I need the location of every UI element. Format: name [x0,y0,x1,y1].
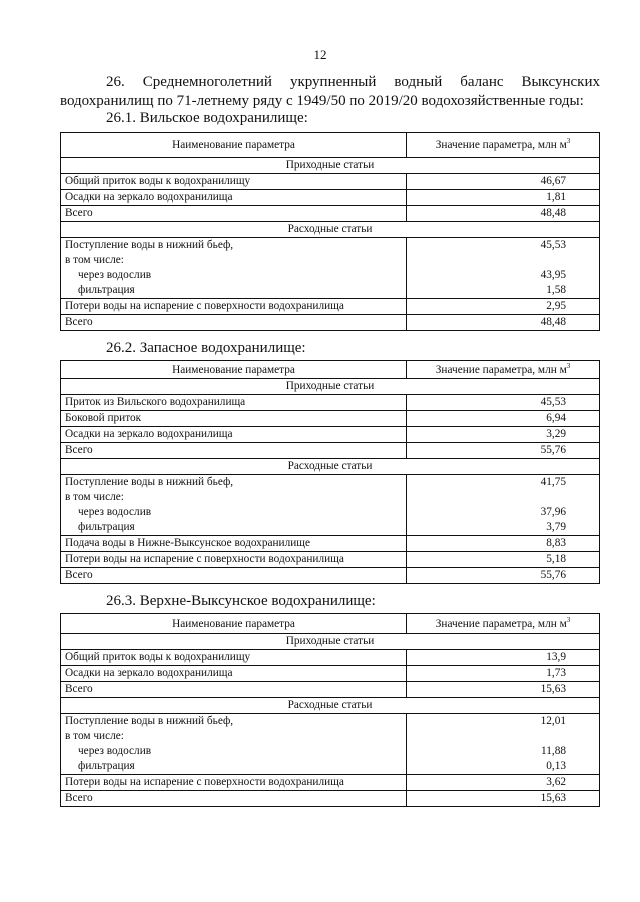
section-expense: Расходные статьи [61,222,600,238]
table-row: Всего 15,63 [61,791,600,807]
subsection-title-1: 26.1. Вильское водохранилище: [106,110,308,126]
table-row: Потери воды на испарение с поверхности водохранилища 5,18 [61,552,600,568]
table-row: Всего 55,76 [61,443,600,459]
table-row: Осадки на зеркало водохранилища 3,29 [61,427,600,443]
column-header-value: Значение параметра, млн $м^3$ [407,614,600,634]
column-header-name: Наименование параметра [61,361,407,379]
table-row: Всего 15,63 [61,682,600,698]
section-income: Приходные статьи [61,634,600,650]
table-row: Всего 48,48 [61,315,600,331]
table-row: Всего 55,76 [61,568,600,584]
column-header-name: Наименование параметра [61,133,407,158]
page-number: 12 [313,47,327,62]
table-row-outflow: Поступление воды в нижний бьеф, в том числе: через водослив фильтрация 12,01 11,88 0,13 [61,714,600,775]
table-row: Осадки на зеркало водохранилища 1,73 [61,666,600,682]
column-header-value: Значение параметра, млн $м^3$ [407,361,600,379]
table-row: Приток из Вильского водохранилища 45,53 [61,395,600,411]
table-row: Потери воды на испарение с поверхности водохранилища 3,62 [61,775,600,791]
column-header-value: Значение параметра, млн $м^3$ [407,133,600,158]
section-expense: Расходные статьи [61,698,600,714]
table-row: Общий приток воды к водохранилищу 13,9 [61,650,600,666]
table-row: Всего 48,48 [61,206,600,222]
balance-table-3 [60,613,600,807]
subsection-title-2: 26.2. Запасное водохранилище: [106,340,306,356]
table-row-outflow: Поступление воды в нижний бьеф, в том числе: через водослив фильтрация 45,53 43,95 1,58 [61,238,600,299]
table-row: Общий приток воды к водохранилищу 46,67 [61,174,600,190]
table-row: Боковой приток 6,94 [61,411,600,427]
balance-table-1 [60,132,600,331]
column-header-name: Наименование параметра [61,614,407,634]
section-income: Приходные статьи [61,158,600,174]
table-row: Подача воды в Нижне-Выксунское водохранилище 8,83 [61,536,600,552]
section-income: Приходные статьи [61,379,600,395]
subsection-title-3: 26.3. Верхне-Выксунское водохранилище: [106,593,376,609]
heading-line-2: водохранилищ по 71-летнему ряду с 1949/50 по 2019/20 водохозяйственные годы: [60,93,584,109]
table-row: Осадки на зеркало водохранилища 1,81 [61,190,600,206]
section-expense: Расходные статьи [61,459,600,475]
table-row: Потери воды на испарение с поверхности водохранилища 2,95 [61,299,600,315]
table-row-outflow: Поступление воды в нижний бьеф, в том числе: через водослив фильтрация 41,75 37,96 3,79 [61,475,600,536]
balance-table-2 [60,360,600,584]
section-heading [60,73,600,111]
heading-line-1: 26. Среднемноголетний укрупненный водный баланс Выксунских [106,74,600,90]
